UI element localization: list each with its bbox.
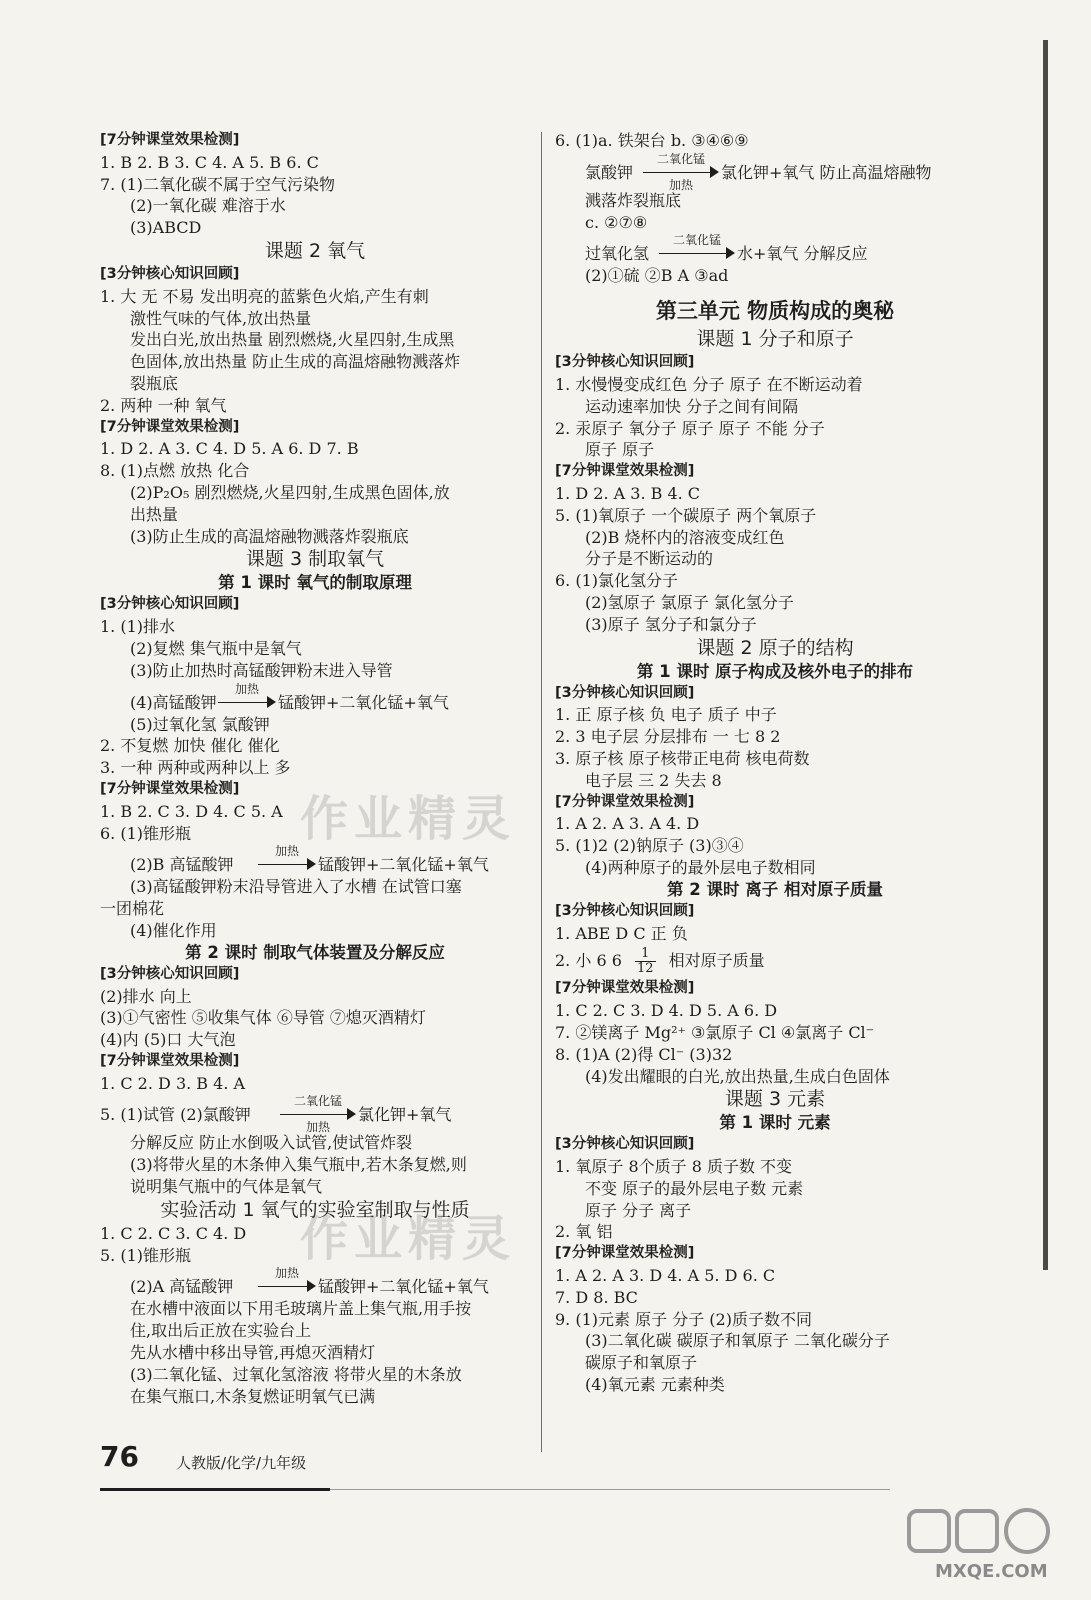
answer-line: (4)内 (5)口 大气泡 — [100, 1030, 236, 1050]
answer-line: 7. ②镁离子 Mg²⁺ ③氯原子 Cl ④氯离子 Cl⁻ — [555, 1022, 875, 1042]
edition-label: 人教版/化学/九年级 — [176, 1454, 307, 1472]
equation-line — [100, 1266, 530, 1298]
equation-products: 锰酸钾+二氧化锰+氧气 — [318, 855, 489, 875]
equation-products: 锰酸钾+二氧化锰+氧气 — [278, 692, 449, 712]
answer-line: 溅落炸裂瓶底 — [585, 190, 682, 210]
section-header: [3分钟核心知识回顾] — [555, 354, 695, 371]
answer-line: 9. (1)元素 原子 分子 (2)质子数不同 — [555, 1309, 812, 1329]
answer-line: 1. C 2. C 3. C 4. D — [100, 1223, 247, 1243]
arrow-condition: 二氧化锰 — [672, 233, 721, 248]
answer-line: 色固体,放出热量 防止生成的高温熔融物溅落炸 — [130, 352, 461, 372]
answer-line: 1. D 2. A 3. B 4. C — [555, 483, 701, 503]
answer-line: 运动速率加快 分子之间有间隔 — [585, 396, 799, 416]
equation-products: 氯化钾+氧气 防止高温熔融物 — [721, 162, 932, 182]
site-logo-icon — [905, 1505, 1075, 1585]
answer-line: 1. C 2. C 3. D 4. D 5. A 6. D — [555, 1001, 778, 1021]
answer-line: 原子 原子 — [585, 440, 655, 460]
answer-line: 3. 一种 两种或两种以上 多 — [100, 758, 291, 778]
answer-line: 5. (1)锥形瓶 — [100, 1245, 192, 1265]
equation-line — [100, 844, 530, 876]
watermark-text: 作业精灵 — [300, 791, 517, 847]
equation-line — [100, 682, 530, 714]
answer-line: 1. B 2. C 3. D 4. C 5. A — [100, 801, 283, 821]
equation-products: 氯化钾+氧气 — [358, 1105, 452, 1125]
equation-line — [555, 152, 995, 190]
column-divider — [541, 132, 542, 1452]
section-header: [3分钟核心知识回顾] — [555, 1136, 695, 1153]
answer-line: (2)①硫 ②B A ③ad — [585, 266, 729, 286]
answer-line: 电子层 三 2 失去 8 — [585, 770, 722, 790]
section-header: [7分钟课堂效果检测] — [100, 1052, 240, 1069]
section-header: [7分钟课堂效果检测] — [555, 793, 695, 810]
answer-line: (4)发出耀眼的白光,放出热量,生成白色固体 — [585, 1066, 890, 1086]
answer-line: 8. (1)点燃 放热 化合 — [100, 461, 250, 481]
equation-line — [555, 233, 995, 265]
fraction-denominator: 12 — [636, 961, 654, 977]
section-header: [7分钟课堂效果检测] — [555, 1245, 695, 1262]
answer-line: 说明集气瓶中的气体是氧气 — [130, 1177, 323, 1197]
answer-line: 先从水槽中移出导管,再熄灭酒精灯 — [130, 1343, 376, 1363]
section-header: [7分钟课堂效果检测] — [555, 463, 695, 480]
answer-line: 不变 原子的最外层电子数 元素 — [585, 1178, 804, 1198]
equation-reactant: (2)B 高锰酸钾 — [130, 855, 234, 875]
equation-reactant: 5. (1)试管 (2)氯酸钾 — [100, 1105, 251, 1125]
answer-line: 6. (1)a. 铁架台 b. ③④⑥⑨ — [555, 131, 749, 150]
equation-products: 水+氧气 分解反应 — [737, 244, 868, 264]
answer-line: (3)二氧化锰、过氧化氢溶液 将带火星的木条放 — [130, 1364, 462, 1384]
answer-line: 5. (1)2 (2)钠原子 (3)③④ — [555, 836, 744, 856]
answer-line: (3)防止生成的高温熔融物溅落炸裂瓶底 — [130, 526, 409, 546]
answer-line: 分子是不断运动的 — [585, 549, 714, 569]
lesson-heading: 第 1 课时 元素 — [719, 1113, 831, 1133]
answer-line: (3)二氧化碳 碳原子和氧原子 二氧化碳分子 — [585, 1331, 890, 1351]
arrow-condition: 加热 — [668, 177, 693, 192]
section-header: [3分钟核心知识回顾] — [100, 596, 240, 613]
answer-line: 2. 3 电子层 分层排布 一 七 8 2 — [555, 727, 781, 747]
answer-text: 2. 小 6 6 — [555, 951, 622, 971]
right-column — [555, 130, 995, 1396]
section-header: [3分钟核心知识回顾] — [555, 684, 695, 701]
answer-line: 1. 氧原子 8个质子 8 质子数 不变 — [555, 1157, 793, 1177]
answer-line: 1. 大 无 不易 发出明亮的蓝紫色火焰,产生有刺 — [100, 286, 429, 306]
equation-line — [100, 1094, 530, 1135]
answer-line: (3)ABCD — [130, 218, 202, 238]
topic-heading: 课题 2 氧气 — [264, 239, 366, 262]
answer-line: 1. B 2. B 3. C 4. A 5. B 6. C — [100, 152, 319, 172]
answer-line: 住,取出后正放在实验台上 — [130, 1321, 312, 1341]
answer-line: 1. C 2. D 3. B 4. A — [100, 1073, 246, 1093]
answer-line: (3)高锰酸钾粉末沿导管进入了水槽 在试管口塞 — [130, 877, 462, 897]
answer-line: (3)将带火星的木条伸入集气瓶中,若木条复燃,则 — [130, 1155, 467, 1175]
equation-reactant: 过氧化氢 — [585, 244, 650, 264]
answer-line: 6. (1)氯化氢分子 — [555, 571, 679, 591]
answer-text: 相对原子质量 — [668, 951, 765, 971]
answer-line: 裂瓶底 — [130, 373, 179, 393]
answer-line: (5)过氧化氢 氯酸钾 — [130, 714, 270, 734]
answer-line: 1. ABE D C 正 负 — [555, 923, 688, 943]
answer-line: 原子 分子 离子 — [585, 1200, 692, 1220]
arrow-condition: 加热 — [305, 1120, 330, 1135]
answer-line: 1. (1)排水 — [100, 617, 176, 637]
answer-line — [555, 944, 995, 978]
arrow-condition: 二氧化锰 — [293, 1094, 342, 1109]
answer-line: 一团棉花 — [100, 899, 165, 919]
answer-line: (3)原子 氢分子和氯分子 — [585, 614, 757, 634]
answer-line: c. ②⑦⑧ — [585, 212, 648, 232]
topic-heading: 课题 2 原子的结构 — [696, 636, 854, 659]
topic-heading: 实验活动 1 氧气的实验室制取与性质 — [160, 1198, 470, 1221]
section-header: [7分钟课堂效果检测] — [555, 980, 695, 997]
answer-line: (4)催化作用 — [130, 920, 217, 940]
answer-line: (2)氢原子 氯原子 氯化氢分子 — [585, 592, 794, 612]
answer-line: (3)防止加热时高锰酸钾粉末进入导管 — [130, 660, 393, 680]
answer-line: (2)排水 向上 — [100, 986, 192, 1006]
topic-heading: 课题 3 制取氧气 — [245, 548, 385, 571]
lesson-heading: 第 2 课时 制取气体装置及分解反应 — [185, 942, 445, 962]
watermark-text: 作业精灵 — [300, 1211, 517, 1267]
section-header: [3分钟核心知识回顾] — [100, 965, 240, 982]
answer-line: 2. 氧 铝 — [555, 1222, 613, 1242]
answer-line: 2. 汞原子 氧分子 原子 原子 不能 分子 — [555, 418, 825, 438]
answer-line: 激性气味的气体,放出热量 — [130, 308, 312, 328]
footer-rule — [330, 1489, 890, 1490]
answer-line: 6. (1)锥形瓶 — [100, 823, 192, 843]
answer-line: (2)复燃 集气瓶中是氧气 — [130, 638, 302, 658]
answer-line: 5. (1)氧原子 一个碳原子 两个氧原子 — [555, 505, 817, 525]
page-edge-shadow — [1043, 40, 1048, 1270]
section-header: [3分钟核心知识回顾] — [555, 902, 695, 919]
answer-line: 1. A 2. A 3. A 4. D — [555, 814, 700, 834]
answer-line: 1. D 2. A 3. C 4. D 5. A 6. D 7. B — [100, 439, 359, 459]
answer-line: 分解反应 防止水倒吸入试管,使试管炸裂 — [130, 1133, 413, 1153]
page-number: 76 — [100, 1440, 139, 1473]
logo-caption: MXQE.COM — [935, 1561, 1048, 1582]
section-header: [7分钟课堂效果检测] — [100, 780, 240, 797]
answer-line: 1. 水慢慢变成红色 分子 原子 在不断运动着 — [555, 374, 863, 394]
answer-line: 出热量 — [130, 504, 179, 524]
answer-line: 碳原子和氧原子 — [585, 1353, 698, 1373]
lesson-heading: 第 1 课时 原子构成及核外电子的排布 — [636, 661, 914, 681]
answer-line: 在集气瓶口,木条复燃证明氧气已满 — [130, 1386, 376, 1406]
answer-line: 8. (1)A (2)得 Cl⁻ (3)32 — [555, 1044, 733, 1064]
answer-line: (2)一氧化碳 难溶于水 — [130, 196, 286, 216]
equation-reactant: (2)A 高锰酸钾 — [130, 1277, 234, 1297]
fraction-numerator: 1 — [635, 947, 656, 962]
answer-line: (4)两种原子的最外层电子数相同 — [585, 857, 816, 877]
answer-line: 在水槽中液面以下用毛玻璃片盖上集气瓶,用手按 — [130, 1299, 472, 1319]
lesson-heading: 第 2 课时 离子 相对原子质量 — [667, 879, 883, 899]
arrow-condition: 加热 — [274, 1266, 299, 1281]
section-header: [7分钟课堂效果检测] — [100, 132, 240, 148]
topic-heading: 课题 1 分子和原子 — [696, 328, 854, 351]
equation-products: 锰酸钾+二氧化锰+氧气 — [318, 1277, 489, 1297]
unit-heading: 第三单元 物质构成的奥秘 — [655, 299, 895, 324]
answer-line: 1. 正 原子核 负 电子 质子 中子 — [555, 705, 777, 725]
section-header: [3分钟核心知识回顾] — [100, 265, 240, 282]
answer-line: (3)①气密性 ⑤收集气体 ⑥导管 ⑦熄灭酒精灯 — [100, 1008, 426, 1028]
answer-line: (2)B 烧杯内的溶液变成红色 — [585, 527, 785, 547]
answer-line: 2. 两种 一种 氧气 — [100, 395, 227, 415]
topic-heading: 课题 3 元素 — [724, 1088, 826, 1111]
answer-line: 7. D 8. BC — [555, 1287, 638, 1307]
answer-line: 1. A 2. A 3. D 4. A 5. D 6. C — [555, 1266, 776, 1286]
section-header: [7分钟课堂效果检测] — [100, 418, 240, 435]
answer-line: 3. 原子核 原子核带正电荷 核电荷数 — [555, 748, 810, 768]
equation-reactant: (4)高锰酸钾 — [130, 692, 217, 712]
arrow-condition: 加热 — [234, 681, 259, 696]
fraction — [635, 947, 656, 976]
answer-line: 2. 不复燃 加快 催化 催化 — [100, 736, 280, 756]
lesson-heading: 第 1 课时 氧气的制取原理 — [218, 573, 412, 593]
answer-line: 7. (1)二氧化碳不属于空气污染物 — [100, 174, 336, 194]
arrow-condition: 加热 — [274, 844, 299, 859]
answer-line: 发出白光,放出热量 剧烈燃烧,火星四射,生成黑 — [130, 330, 455, 350]
arrow-condition: 二氧化锰 — [656, 151, 705, 166]
answer-line: (2)P₂O₅ 剧烈燃烧,火星四射,生成黑色固体,放 — [130, 482, 450, 502]
footer-rule — [100, 1488, 330, 1491]
equation-reactant: 氯酸钾 — [585, 162, 634, 182]
answer-line: (4)氧元素 元素种类 — [585, 1375, 725, 1395]
